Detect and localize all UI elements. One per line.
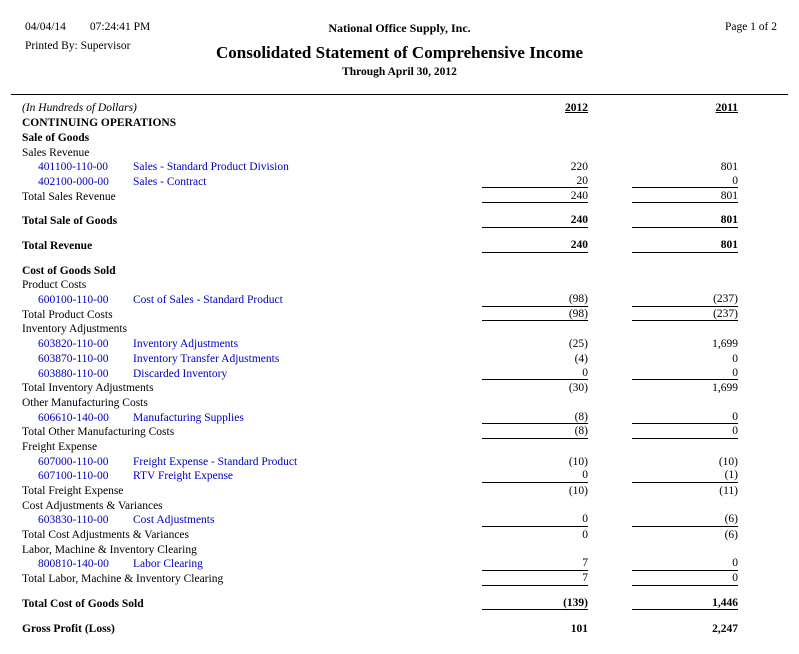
report-title: Consolidated Statement of Comprehensive Income [215,43,584,62]
report-row-total [0,308,799,323]
report-row-detail [0,160,799,175]
total-label: Total Cost Adjustments & Variances [22,529,189,542]
group-heading: Product Costs [22,279,87,292]
report-row-total [0,381,799,396]
total-label: Total Product Costs [22,308,113,321]
value-2012: (8) [482,425,588,439]
report-row-detail [0,410,799,425]
account-number-link[interactable]: 402100-000-00 [38,175,109,188]
account-description-link[interactable]: Freight Expense - Standard Product [133,455,298,468]
value-2011: 1,699 [712,382,738,395]
group-heading: Labor, Machine & Inventory Clearing [22,543,197,556]
value-2011: (10) [718,455,738,468]
report-row-total [0,597,799,612]
account-number-link[interactable]: 603870-110-00 [38,352,109,365]
value-2012: 20 [482,175,588,189]
value-2012: 101 [570,622,588,635]
print-time: 07:24:41 PM [89,21,151,33]
report-row-group [0,145,799,160]
total-label: Gross Profit (Loss) [22,622,115,635]
account-number-link[interactable]: 606610-140-00 [38,411,109,424]
column-header-row [0,95,799,116]
report-row-total [0,425,799,440]
section-heading: Sale of Goods [22,131,90,144]
report-row-detail [0,352,799,367]
report-row-detail [0,293,799,308]
page-number: Page 1 of 2 [724,21,777,33]
value-2012: 240 [482,239,588,253]
account-description-link[interactable]: Cost Adjustments [133,514,215,527]
total-label: Total Inventory Adjustments [22,382,154,395]
value-2011: 0 [632,367,738,381]
report-subtitle: Through April 30, 2012 [342,66,457,78]
print-datetime [25,21,150,33]
account-number-link[interactable]: 607000-110-00 [38,455,109,468]
value-2011: 0 [632,572,738,586]
account-description-link[interactable]: Sales - Contract [133,175,207,188]
value-2012: (10) [568,485,588,497]
value-2012: 0 [482,513,588,527]
group-heading: Cost Adjustments & Variances [22,499,163,512]
group-heading: Freight Expense [22,440,98,453]
account-number-link[interactable]: 603830-110-00 [38,514,109,527]
account-number-link[interactable]: 800810-140-00 [38,558,109,571]
account-number-link[interactable]: 603820-110-00 [38,338,109,351]
group-heading: Other Manufacturing Costs [22,396,148,409]
value-2011: 1,446 [632,597,738,611]
value-2012: (8) [482,411,588,425]
value-2011: (6) [724,529,738,542]
account-description-link[interactable]: Manufacturing Supplies [133,411,244,424]
value-2011: (237) [632,308,738,322]
report-row-detail [0,513,799,528]
value-2012: (10) [568,455,588,468]
report-row-group [0,322,799,337]
report-header [0,16,799,86]
report-row-detail [0,469,799,484]
report-row-total [0,572,799,587]
value-2012: (25) [568,338,588,351]
value-2011: 801 [632,214,738,228]
units-label: (In Hundreds of Dollars) [22,102,137,114]
report-row-total [0,214,799,229]
total-label: Total Cost of Goods Sold [22,597,144,610]
account-description-link[interactable]: Discarded Inventory [133,367,228,380]
report-row-section [0,131,799,146]
value-2011: 801 [632,239,738,253]
total-label: Total Freight Expense [22,485,124,497]
value-2012: 7 [482,572,588,586]
value-2012: 220 [570,161,588,174]
value-2012: 240 [482,190,588,204]
account-number-link[interactable]: 401100-110-00 [38,161,109,174]
value-2011: (11) [719,485,738,497]
report-row-group [0,440,799,455]
account-number-link[interactable]: 600100-110-00 [38,294,109,307]
report-row-group [0,543,799,558]
report-row-detail [0,557,799,572]
value-2011: 0 [632,175,738,189]
value-2011: (6) [632,513,738,527]
report-row-total [0,484,799,499]
report-row-detail [0,175,799,190]
value-2012: 0 [482,367,588,381]
value-2011: 2,247 [712,622,738,635]
value-2012: (4) [574,352,588,365]
value-2012: (139) [482,597,588,611]
account-number-link[interactable]: 607100-110-00 [38,470,109,483]
value-2012: 7 [482,557,588,571]
report-row-total [0,528,799,543]
report-row-detail [0,366,799,381]
value-2011: 0 [732,352,738,365]
value-2012: 0 [482,469,588,483]
value-2012: 240 [482,214,588,228]
account-description-link[interactable]: RTV Freight Expense [133,470,234,483]
group-heading: Sales Revenue [22,146,90,159]
column-header-2011-text: 2011 [715,102,738,114]
value-2012: 0 [582,529,588,542]
account-description-link[interactable]: Inventory Adjustments [133,338,239,351]
column-header-2011 [632,102,738,114]
group-heading: Inventory Adjustments [22,323,128,336]
column-header-2012 [482,102,588,114]
total-label: Total Revenue [22,240,93,252]
report-row-group [0,499,799,514]
report-row-group [0,396,799,411]
value-2011: 1,699 [712,338,738,351]
total-label: Total Sales Revenue [22,190,116,203]
value-2011: 0 [632,411,738,425]
total-label: Total Sale of Goods [22,215,118,228]
account-description-link[interactable]: Cost of Sales - Standard Product [133,294,283,307]
report-row-section [0,264,799,279]
total-label: Total Other Manufacturing Costs [22,426,175,439]
value-2011: (237) [632,293,738,307]
report-row-detail [0,454,799,469]
printed-by: Printed By: Supervisor [25,40,131,52]
section-heading: CONTINUING OPERATIONS [22,117,177,130]
report-row-total [0,621,799,636]
value-2011: (1) [632,469,738,483]
account-description-link[interactable]: Inventory Transfer Adjustments [133,352,280,365]
report-rows [0,116,799,636]
value-2011: 0 [632,425,738,439]
report-row-total [0,239,799,254]
company-name: National Office Supply, Inc. [328,21,471,35]
report-row-group [0,278,799,293]
header-left [25,21,150,52]
section-heading: Cost of Goods Sold [22,264,116,277]
value-2012: (98) [482,293,588,307]
value-2012: (30) [568,382,588,395]
value-2011: 801 [720,161,738,174]
account-description-link[interactable]: Sales - Standard Product Division [133,161,289,174]
value-2012: (98) [482,308,588,322]
total-label: Total Labor, Machine & Inventory Clearing [22,573,224,586]
value-2011: 801 [632,190,738,204]
report-row-total [0,189,799,204]
print-date: 04/04/14 [25,21,66,33]
value-2011: 0 [632,557,738,571]
report-row-detail [0,337,799,352]
account-description-link[interactable]: Labor Clearing [133,558,203,571]
report-row-section [0,116,799,131]
column-header-2012-text: 2012 [565,102,588,114]
account-number-link[interactable]: 603880-110-00 [38,367,109,380]
